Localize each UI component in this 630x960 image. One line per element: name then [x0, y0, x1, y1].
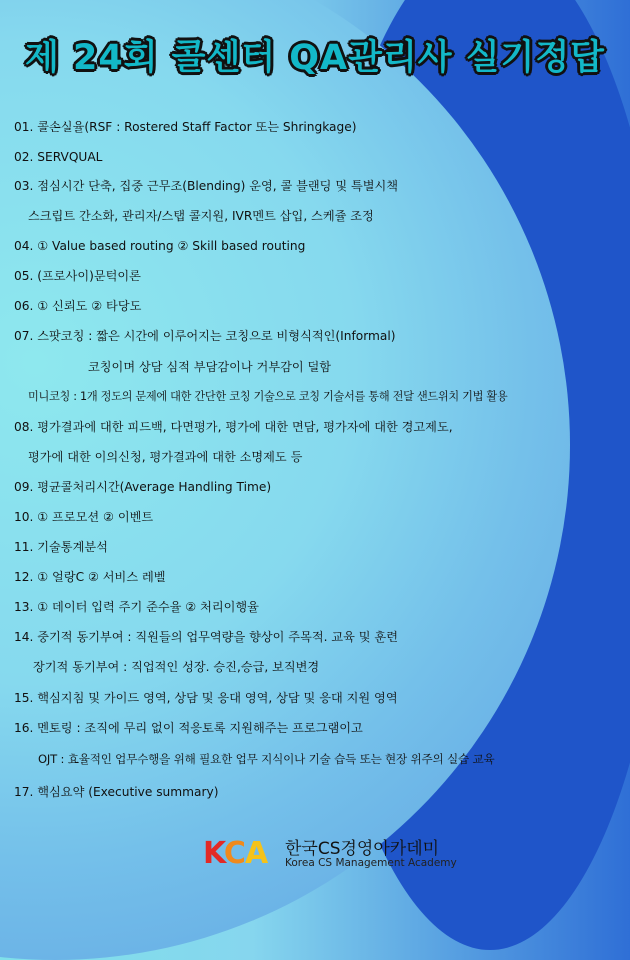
answer-line: 11. 기술통계분석 [14, 540, 108, 554]
answer-line: 15. 핵심지침 및 가이드 영역, 상담 및 응대 영역, 상담 및 응대 지원 영역 [14, 691, 398, 705]
answer-line: 03. 점심시간 단축, 집중 근무조(Blending) 운영, 콜 블랜딩 및 특별시책 [14, 179, 399, 193]
answer-line: 02. SERVQUAL [14, 150, 103, 164]
answer-line: 13. ① 데이터 입력 주기 준수율 ② 처리이행율 [14, 600, 259, 614]
logo-letter-k: K [203, 836, 224, 871]
answer-line: 12. ① 얼랑C ② 서비스 레벨 [14, 570, 166, 584]
answer-line: 04. ① Value based routing ② Skill based routing [14, 239, 306, 253]
logo-letter-a: A [244, 836, 268, 871]
kca-logo-mark [203, 836, 267, 871]
kca-logo [203, 834, 473, 874]
answer-line: 16. 멘토링 : 조직에 무리 없이 적응토록 지원해주는 프로그램이고 [14, 721, 363, 735]
answer-line: OJT : 효율적인 업무수행을 위해 필요한 업무 지식이나 기술 습득 또는 현장 위주의 실습 교육 [38, 752, 495, 766]
answer-line: 미니코칭 : 1개 정도의 문제에 대한 간단한 코칭 기술으로 코칭 기술서를 통해 전달 샌드위치 기법 활용 [28, 390, 508, 403]
answer-line: 10. ① 프로모션 ② 이벤트 [14, 510, 154, 524]
answer-line: 코칭이며 상담 심적 부담감이나 거부감이 덜함 [88, 360, 332, 374]
page-title: 제 24회 콜센터 QA관리사 실기정답 [24, 38, 605, 78]
answer-line: 14. 중기적 동기부여 : 직원들의 업무역량을 향상이 주목적. 교육 및 훈련 [14, 630, 398, 644]
answer-line: 05. (프로사이)문턱이론 [14, 269, 141, 283]
logo-english-name: Korea CS Management Academy [285, 857, 457, 869]
logo-letter-c: C [223, 836, 245, 871]
answer-line: 장기적 동기부여 : 직업적인 성장. 승진,승급, 보직변경 [33, 660, 320, 674]
answer-line: 09. 평균콜처리시간(Average Handling Time) [14, 480, 272, 494]
answer-line: 스크립트 간소화, 관리자/스탭 콜지원, IVR멘트 삽입, 스케쥴 조정 [28, 209, 374, 223]
logo-korean-name: 한국CS경영아카데미 [285, 839, 440, 859]
answer-line: 평가에 대한 이의신청, 평가결과에 대한 소명제도 등 [28, 450, 303, 464]
answer-line: 06. ① 신뢰도 ② 타당도 [14, 299, 142, 313]
answer-line: 08. 평가결과에 대한 피드백, 다면평가, 평가에 대한 면담, 평가자에 대한 경고제도, [14, 420, 453, 434]
answer-line: 17. 핵심요약 (Executive summary) [14, 785, 219, 799]
answer-line: 07. 스팟코칭 : 짧은 시간에 이루어지는 코칭으로 비형식적인(Informal) [14, 329, 396, 343]
answer-line: 01. 콜손실율(RSF : Rostered Staff Factor 또는 Shringkage) [14, 120, 357, 134]
